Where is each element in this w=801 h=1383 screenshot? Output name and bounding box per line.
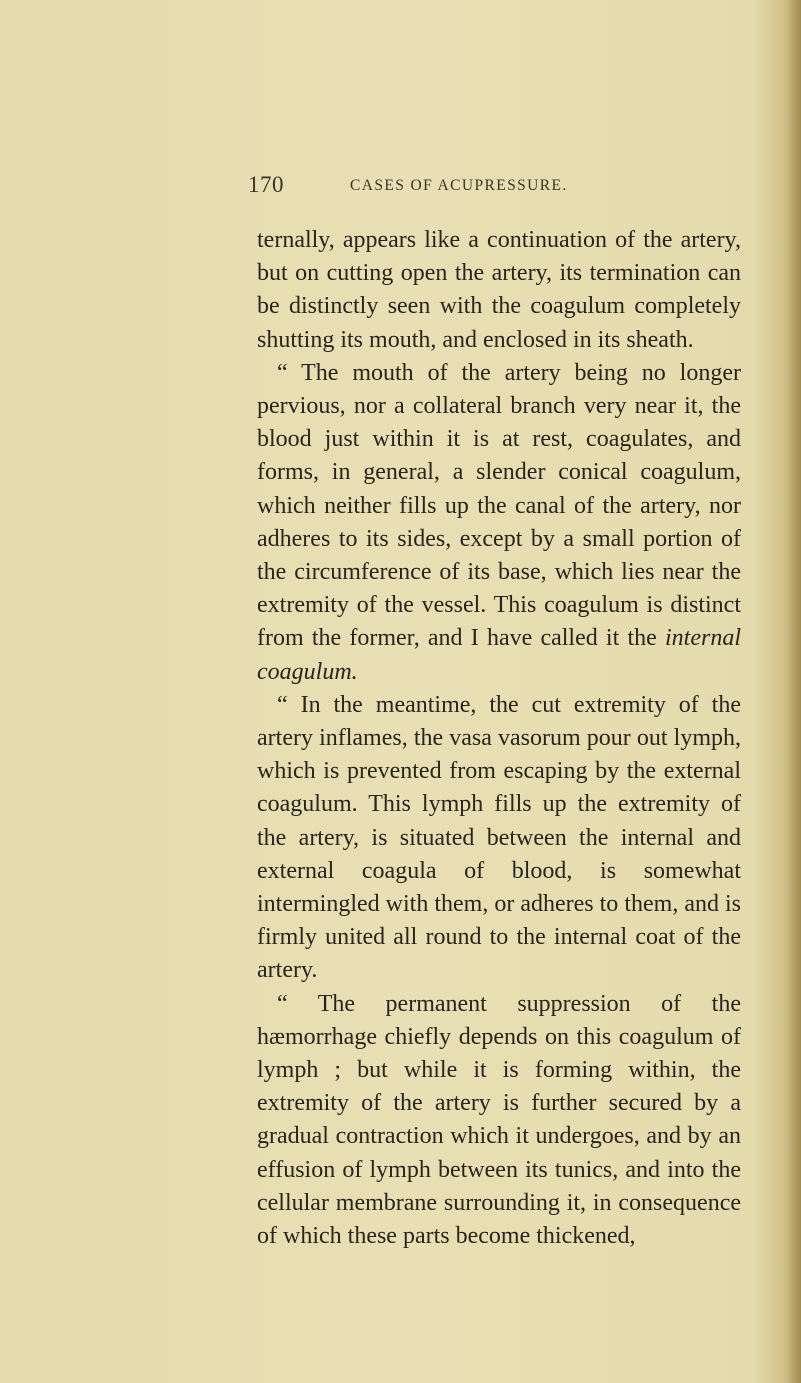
paragraph-1: ternally, appears like a continuation of the artery, but on cutting open the artery, its termination can be distinctly seen with the coagulum completely shutting its mouth, and enclosed in its sheath. <box>257 227 741 353</box>
running-head <box>0 172 801 202</box>
paragraph-4: “ The permanent suppression of the hæmorrhage chiefly depends on this coagulum of lymph ; but while it is forming within, the extremity of the artery is further secured by a gradual contraction which it undergoes, and by an effusion of lymph between its tunics, and into the cellular membrane surrounding it, in consequence of which these parts become thickened, <box>257 990 741 1250</box>
page-number: 170 <box>248 172 284 197</box>
paragraph-2 <box>257 357 741 689</box>
paragraph-2-text: “ The mouth of the artery being no longer pervious, nor a collateral branch very near it, the blood just within it is at rest, coagulates, and forms, in general, a slender conical coagulum, which neither fills up the canal of the artery, nor adheres to its sides, except by a small portion of the circumference of its base, which lies near the extremity of the vessel. This coagulum is distinct from the former, and I have called it the <box>257 359 741 652</box>
running-title: CASES OF ACUPRESSURE. <box>350 177 568 194</box>
paragraph-2-italic-term: internal coagulum. <box>257 625 741 685</box>
paragraph-3: “ In the meantime, the cut extremity of the artery inflames, the vasa vasorum pour out lymph, which is prevented from escaping by the external coagulum. This lymph fills up the extremity of the artery, is situated between the internal and external coagula of blood, is somewhat intermingled with them, or adheres to them, and is firmly united all round to the internal coat of the artery. <box>257 691 741 984</box>
body-text <box>257 224 741 1253</box>
page-edge-shadow <box>787 0 801 1383</box>
